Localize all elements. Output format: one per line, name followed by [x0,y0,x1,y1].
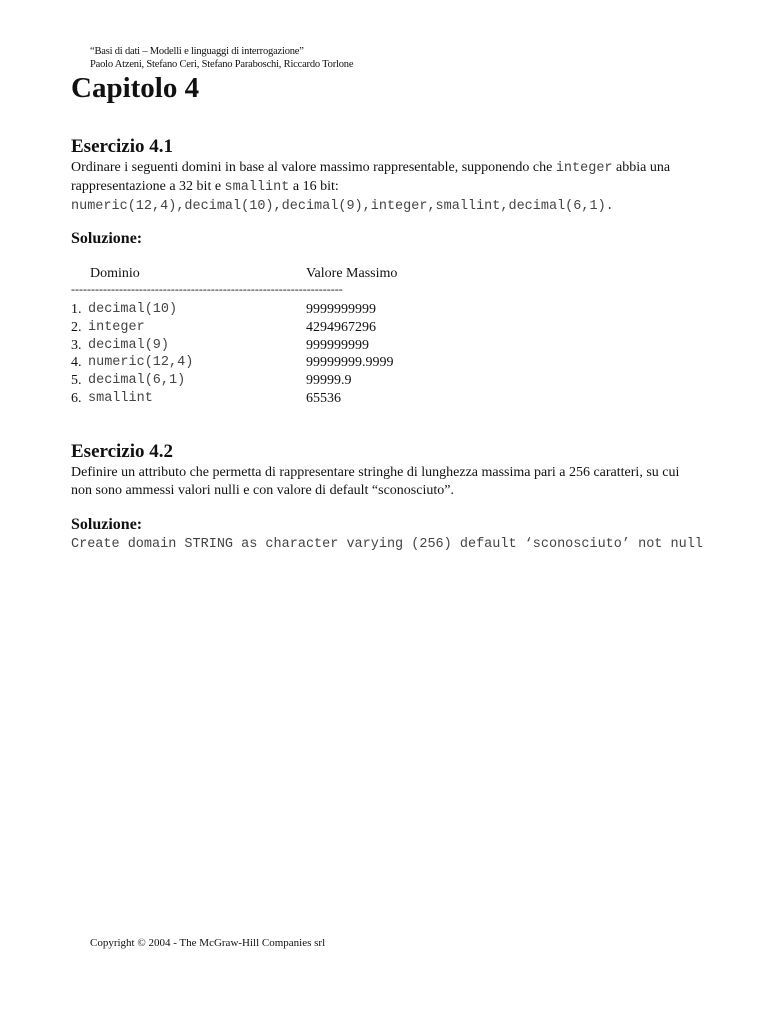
row-value: 99999999.9999 [306,355,394,371]
row-number: 2. [71,319,82,335]
book-authors: Paolo Atzeni, Stefano Ceri, Stefano Paraboschi, Riccardo Torlone [90,59,354,70]
inline-code: smallint [224,180,290,195]
row-value: 9999999999 [306,302,376,317]
solution-code: Create domain STRING as character varying (256) default ‘sconosciuto’ not null [71,537,703,552]
solution-label-1: Soluzione: [71,230,143,247]
row-value: 99999.9 [306,373,352,389]
book-header [90,45,353,71]
row-value: 4294967296 [306,319,376,335]
row-number: 3. [71,337,82,353]
row-domain: decimal(10) [88,302,178,317]
row-domain: smallint [88,390,153,406]
table-header-max-value: Valore Massimo [306,266,398,281]
text-part: abbia una rappresentazione a 32 bit e [71,160,671,194]
row-number: 4. [71,355,82,371]
row-number: 6. [71,390,82,406]
inline-code: integer [555,161,613,176]
copyright-footer: Copyright © 2004 - The McGraw-Hill Companies srl [90,937,326,949]
inline-code: numeric(12,4),decimal(10),decimal(9),integer,smallint,decimal(6,1). [71,199,614,214]
row-value: 999999999 [306,337,369,353]
row-number: 5. [71,373,82,389]
row-domain: decimal(9) [88,337,170,353]
row-domain: integer [88,319,145,335]
row-domain: numeric(12,4) [88,355,194,371]
row-value: 65536 [306,390,341,406]
row-domain: decimal(6,1) [88,373,186,389]
exercise-4-1-title: Esercizio 4.1 [71,136,174,157]
solution-label-2: Soluzione: [71,516,143,533]
table-header-domain: Dominio [90,266,140,281]
exercise-4-1-text [71,159,701,216]
table-separator: -------------------------------------------------------------------- [71,282,343,296]
book-title: “Basi di dati – Modelli e linguaggi di interrogazione” [90,46,304,57]
chapter-title: Capitolo 4 [71,72,200,104]
exercise-4-2-text: Definire un attributo che permetta di rappresentare stringhe di lunghezza massima pari a 256 caratteri, su cui non sono ammessi valori nulli e con valore di default “sconosciuto”. [71,465,680,498]
text-part: Ordinare i seguenti domini in base al valore massimo rappresentable, supponendo che [71,160,556,175]
exercise-4-2-title: Esercizio 4.2 [71,441,174,462]
text-part: a 16 bit: [289,179,339,194]
row-number: 1. [71,302,82,317]
